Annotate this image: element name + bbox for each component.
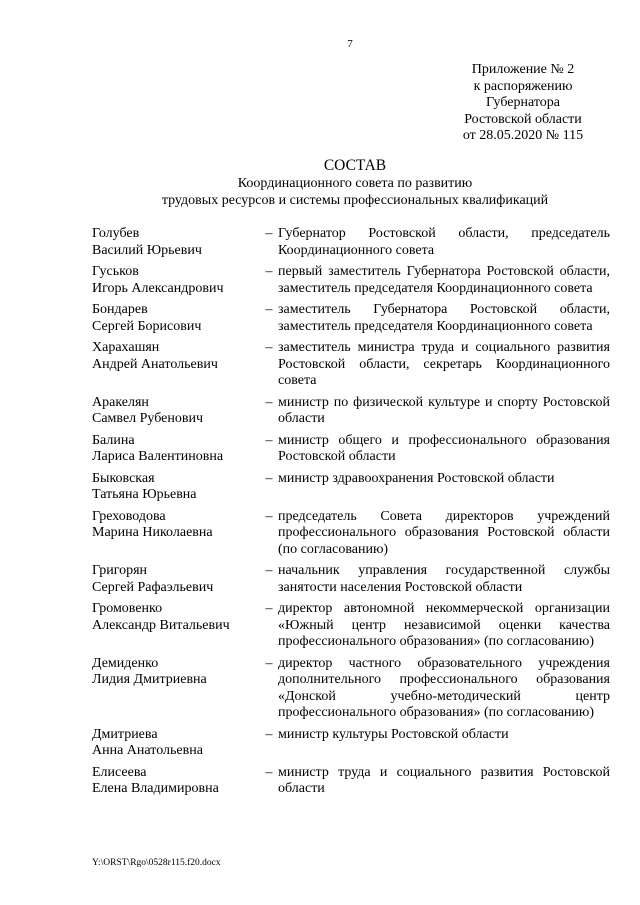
member-given-name: Татьяна Юрьевна: [92, 487, 197, 502]
dash-separator: –: [265, 563, 273, 578]
member-name: [92, 264, 260, 297]
member-role: директор автономной некоммерческой организации «Южный центр независимой оценки качества профессионального образования» (по согласованию): [278, 601, 610, 649]
member-name: [92, 395, 260, 428]
member-given-name: Игорь Александрович: [92, 280, 224, 296]
member-name: [92, 563, 260, 596]
member-row: [92, 656, 610, 722]
member-given-name: Марина Николаевна: [92, 525, 213, 540]
member-row: [92, 563, 610, 596]
member-surname: Голубев: [92, 226, 140, 241]
member-name: [92, 340, 260, 390]
file-path-footer: Y:\ORST\Rgo\0528r115.f20.docx: [92, 858, 221, 868]
member-surname: Бондарев: [92, 302, 148, 317]
dash-separator: –: [265, 264, 273, 279]
member-given-name: Лариса Валентиновна: [92, 449, 224, 464]
member-given-name: Анна Анатольевна: [92, 743, 203, 758]
appendix-line: к распоряжению: [473, 78, 573, 94]
member-name: [92, 765, 260, 798]
member-surname: Греховодова: [92, 508, 166, 524]
member-surname: Григорян: [92, 563, 148, 578]
dash-separator: –: [265, 394, 273, 410]
member-role: первый заместитель Губернатора Ростовской области, заместитель председателя Координационного совета: [278, 264, 610, 296]
appendix-line: Губернатора: [485, 95, 561, 110]
member-name: [92, 727, 260, 760]
document-title: СОСТАВ: [323, 157, 387, 174]
appendix-header: [448, 62, 598, 145]
member-role: министр культуры Ростовской области: [278, 726, 509, 742]
member-row: [92, 340, 610, 390]
members-list: [92, 226, 610, 803]
member-row: [92, 509, 610, 559]
member-row: [92, 264, 610, 297]
member-role: начальник управления государственной службы занятости населения Ростовской области: [278, 563, 610, 595]
member-name: [92, 471, 260, 504]
member-name: [92, 656, 260, 722]
member-given-name: Александр Витальевич: [92, 617, 230, 633]
appendix-line: Приложение № 2: [471, 62, 575, 77]
dash-separator: –: [265, 764, 273, 780]
member-row: [92, 302, 610, 335]
dash-separator: –: [265, 340, 273, 355]
member-surname: Демиденко: [92, 655, 159, 671]
member-role: министр по физической культуре и спорту Ростовской области: [278, 394, 610, 426]
member-role: министр здравоохранения Ростовской области: [278, 470, 555, 486]
document-subtitle-line: Координационного совета по развитию: [237, 176, 473, 191]
member-name: [92, 433, 260, 466]
member-name: [92, 601, 260, 651]
document-subtitle-line: трудовых ресурсов и системы профессиональных квалификаций: [161, 193, 549, 208]
member-given-name: Андрей Анатольевич: [92, 356, 218, 372]
dash-separator: –: [265, 601, 273, 616]
member-role: заместитель Губернатора Ростовской области, заместитель председателя Координационного совета: [278, 302, 610, 334]
page-number: 7: [347, 38, 353, 50]
member-surname: Быковская: [92, 470, 155, 486]
member-row: [92, 433, 610, 466]
member-name: [92, 226, 260, 259]
dash-separator: –: [265, 726, 273, 742]
member-given-name: Лидия Дмитриевна: [92, 672, 207, 687]
member-row: [92, 765, 610, 798]
member-role: директор частного образовательного учреждения дополнительного профессионального образования «Донской учебно-методический центр профессионального образования» (по согласованию): [278, 655, 610, 720]
member-name: [92, 302, 260, 335]
member-given-name: Самвел Рубенович: [92, 411, 204, 426]
member-surname: Громовенко: [92, 601, 163, 616]
dash-separator: –: [265, 508, 273, 524]
dash-separator: –: [265, 302, 273, 317]
member-row: [92, 601, 610, 651]
member-name: [92, 509, 260, 559]
dash-separator: –: [265, 655, 273, 671]
member-role: министр общего и профессионального образования Ростовской области: [278, 432, 610, 464]
member-row: [92, 226, 610, 259]
dash-separator: –: [265, 432, 273, 448]
member-given-name: Василий Юрьевич: [92, 242, 202, 258]
member-role: Губернатор Ростовской области, председатель Координационного совета: [278, 226, 610, 258]
member-surname: Дмитриева: [92, 726, 158, 742]
member-row: [92, 471, 610, 504]
document-title-block: [90, 157, 620, 209]
member-given-name: Елена Владимировна: [92, 781, 219, 796]
member-given-name: Сергей Борисович: [92, 318, 202, 334]
member-row: [92, 395, 610, 428]
appendix-line: Ростовской области: [464, 111, 582, 127]
member-role: заместитель министра труда и социального развития Ростовской области, секретарь Координационного совета: [278, 340, 610, 388]
member-surname: Харахашян: [92, 340, 160, 355]
member-role: председатель Совета директоров учреждений профессионального образования Ростовской области (по согласованию): [278, 508, 610, 557]
member-role: министр труда и социального развития Ростовской области: [278, 764, 610, 796]
dash-separator: –: [265, 470, 273, 486]
member-given-name: Сергей Рафаэльевич: [92, 579, 214, 595]
member-surname: Аракелян: [92, 394, 149, 410]
member-surname: Гуськов: [92, 264, 139, 279]
member-surname: Елисеева: [92, 764, 147, 780]
appendix-line: от 28.05.2020 № 115: [462, 128, 584, 143]
dash-separator: –: [265, 226, 273, 241]
member-surname: Балина: [92, 432, 135, 448]
member-row: [92, 727, 610, 760]
